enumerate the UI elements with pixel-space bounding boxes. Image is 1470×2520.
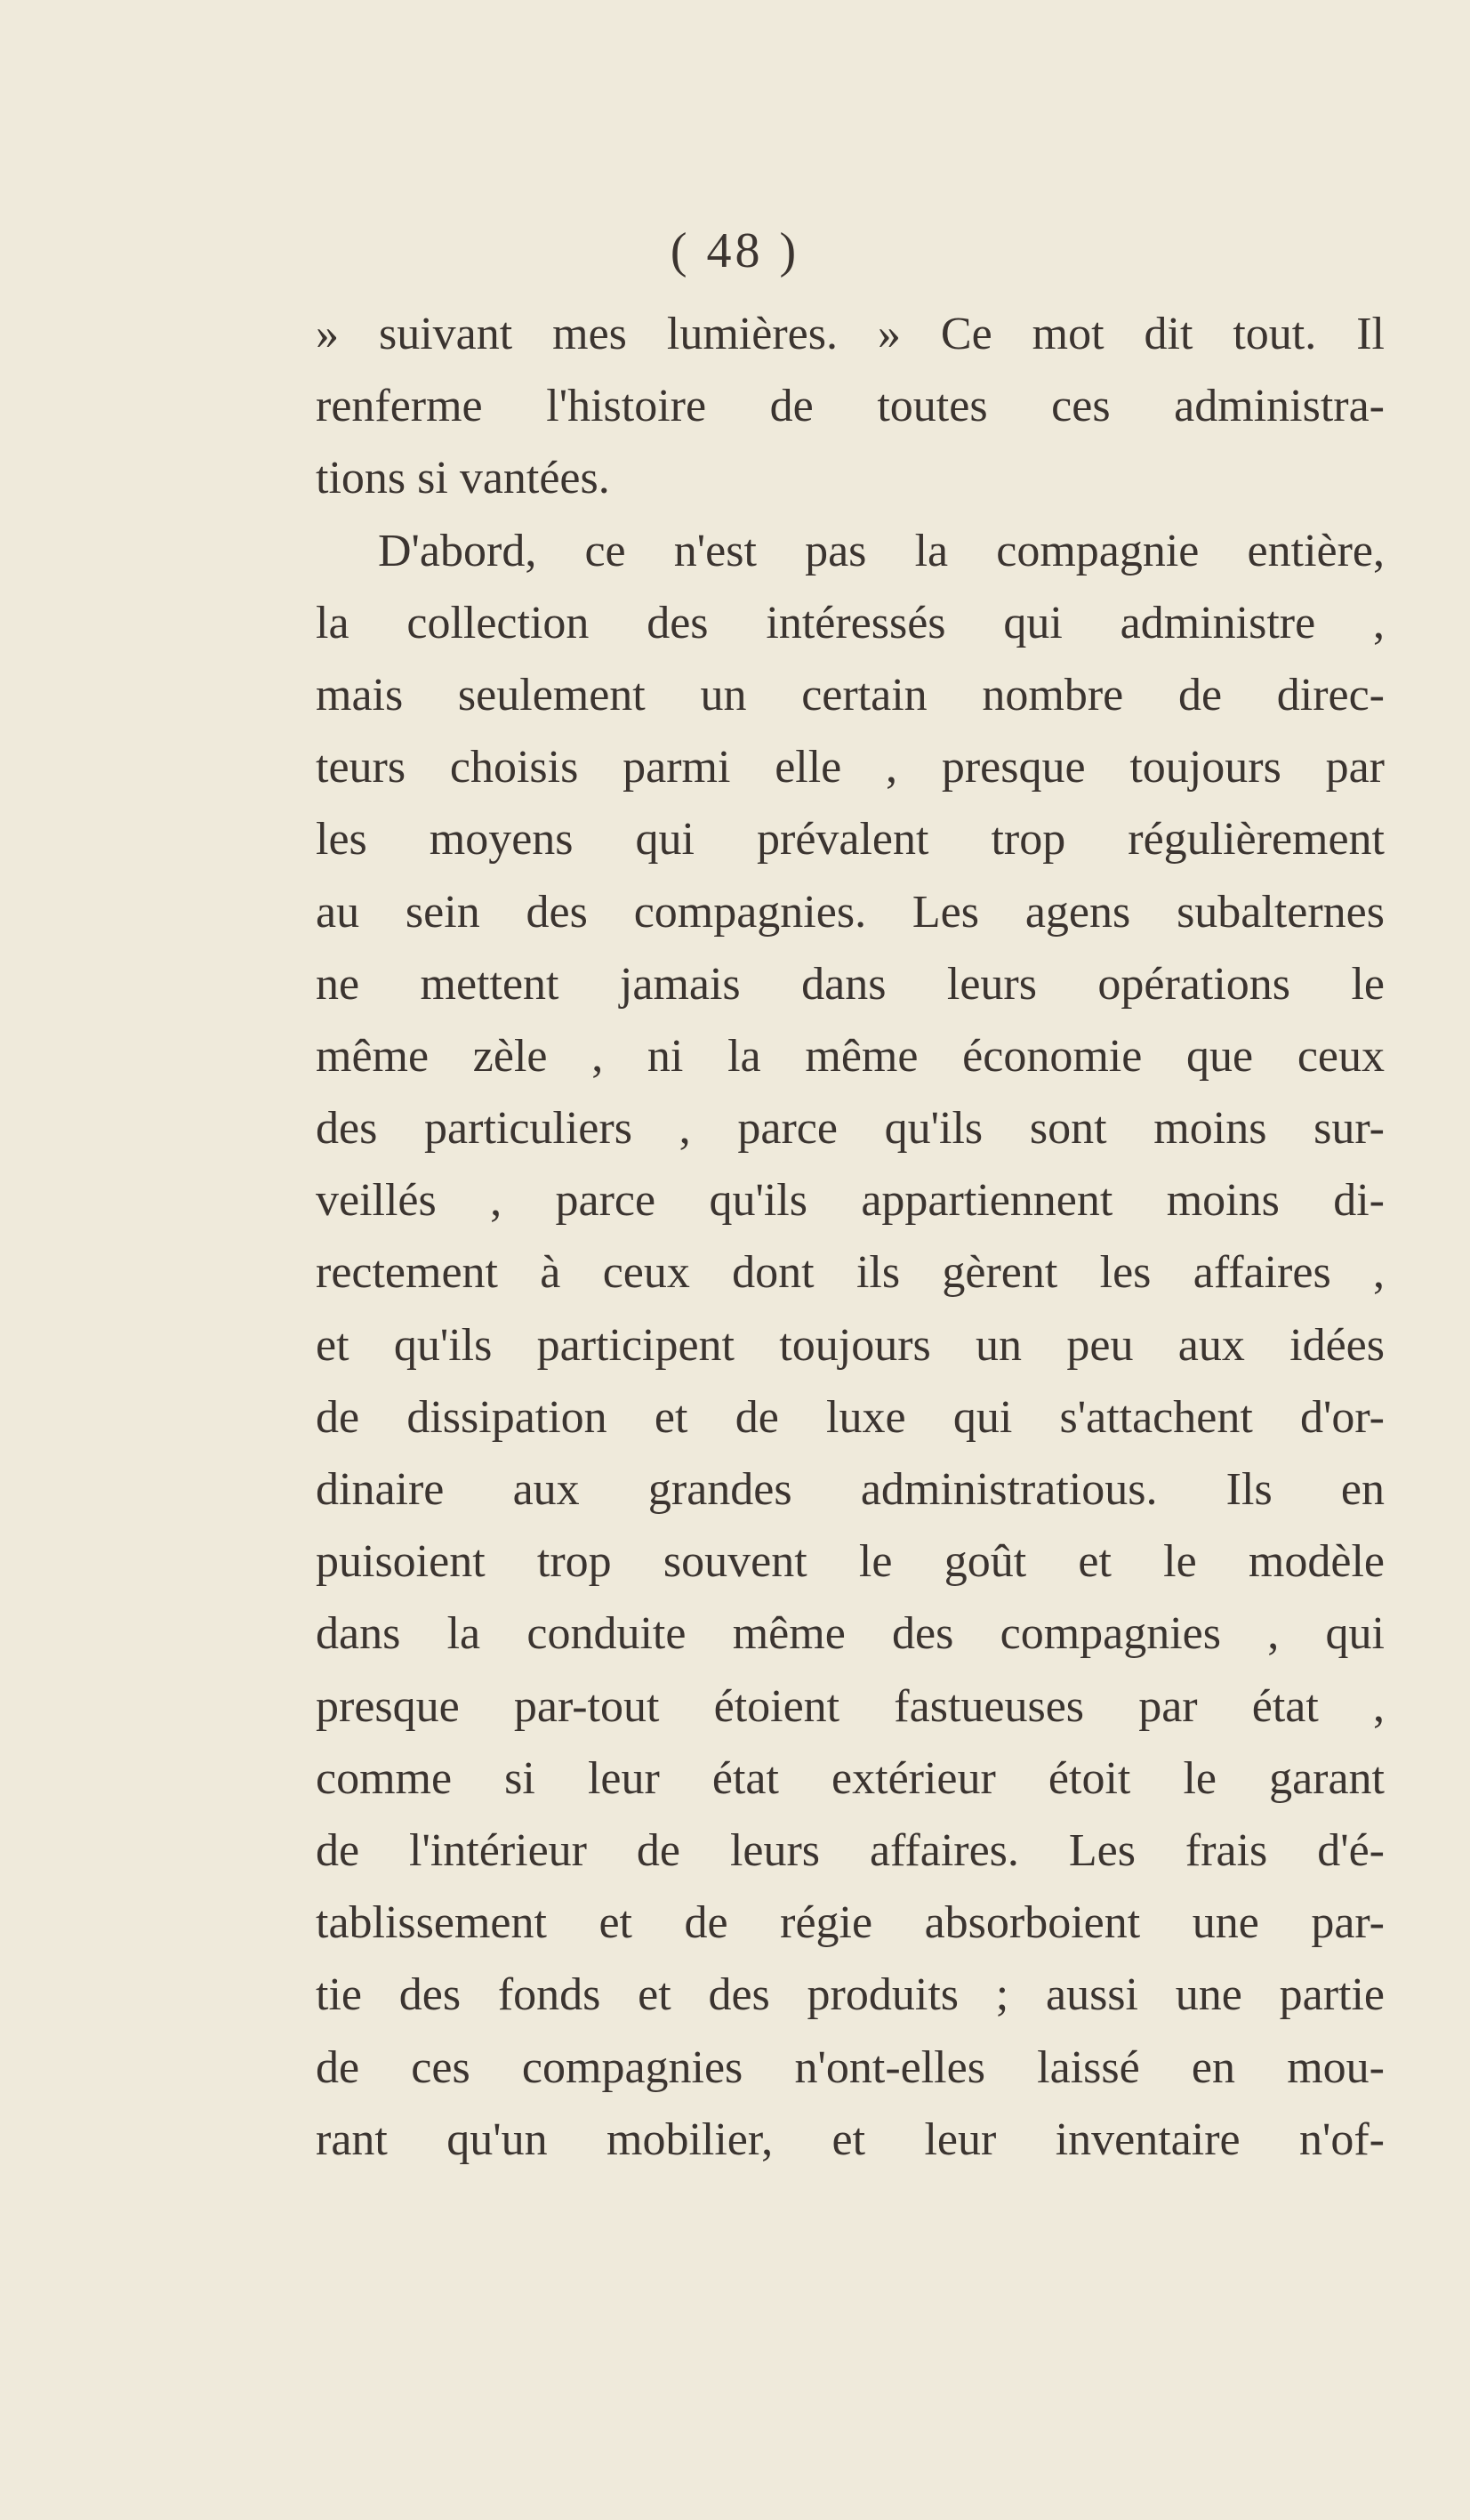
text-line: tie des fonds et des produits ; aussi une partie [316, 1969, 1385, 2021]
text-line: tions si vantées. [316, 453, 610, 504]
text-line: de dissipation et de luxe qui s'attachent d'or- [316, 1391, 1385, 1443]
text-line: dinaire aux grandes administratious. Ils en [316, 1464, 1385, 1515]
text-line: même zèle , ni la même économie que ceux [316, 1030, 1385, 1082]
text-line: des particuliers , parce qu'ils sont moins sur- [316, 1103, 1385, 1155]
text-line: » suivant mes lumières. » Ce mot dit tout. Il [316, 309, 1385, 359]
text-line: rant qu'un mobilier, et leur inventaire n'of- [316, 2113, 1385, 2165]
text-line: rectement à ceux dont ils gèrent les affaires , [316, 1247, 1385, 1299]
text-line: les moyens qui prévalent trop régulièrement [316, 814, 1385, 865]
text-line: au sein des compagnies. Les agens subalternes [316, 886, 1385, 938]
text-line: puisoient trop souvent le goût et le modèle [316, 1536, 1385, 1588]
text-line: mais seulement un certain nombre de direc- [316, 669, 1385, 721]
text-line: D'abord, ce n'est pas la compagnie entière, [378, 525, 1385, 576]
text-line: de ces compagnies n'ont-elles laissé en mou- [316, 2041, 1385, 2093]
text-line: et qu'ils participent toujours un peu aux idées [316, 1319, 1385, 1371]
body-text [316, 298, 1385, 2176]
text-line: ne mettent jamais dans leurs opérations le [316, 958, 1385, 1010]
text-line: tablissement et de régie absorboient une par- [316, 1897, 1385, 1949]
text-line: renferme l'histoire de toutes ces administra- [316, 381, 1385, 432]
text-line: la collection des intéressés qui administre , [316, 597, 1385, 648]
text-line: de l'intérieur de leurs affaires. Les frais d'é- [316, 1824, 1385, 1876]
text-line: veillés , parce qu'ils appartiennent moins di- [316, 1175, 1385, 1227]
text-line: dans la conduite même des compagnies , qui [316, 1608, 1385, 1660]
text-line: comme si leur état extérieur étoit le garant [316, 1752, 1385, 1804]
page-number: ( 48 ) [670, 223, 800, 278]
text-line: teurs choisis parmi elle , presque toujours par [316, 742, 1385, 793]
text-line: presque par-tout étoient fastueuses par état , [316, 1680, 1385, 1732]
